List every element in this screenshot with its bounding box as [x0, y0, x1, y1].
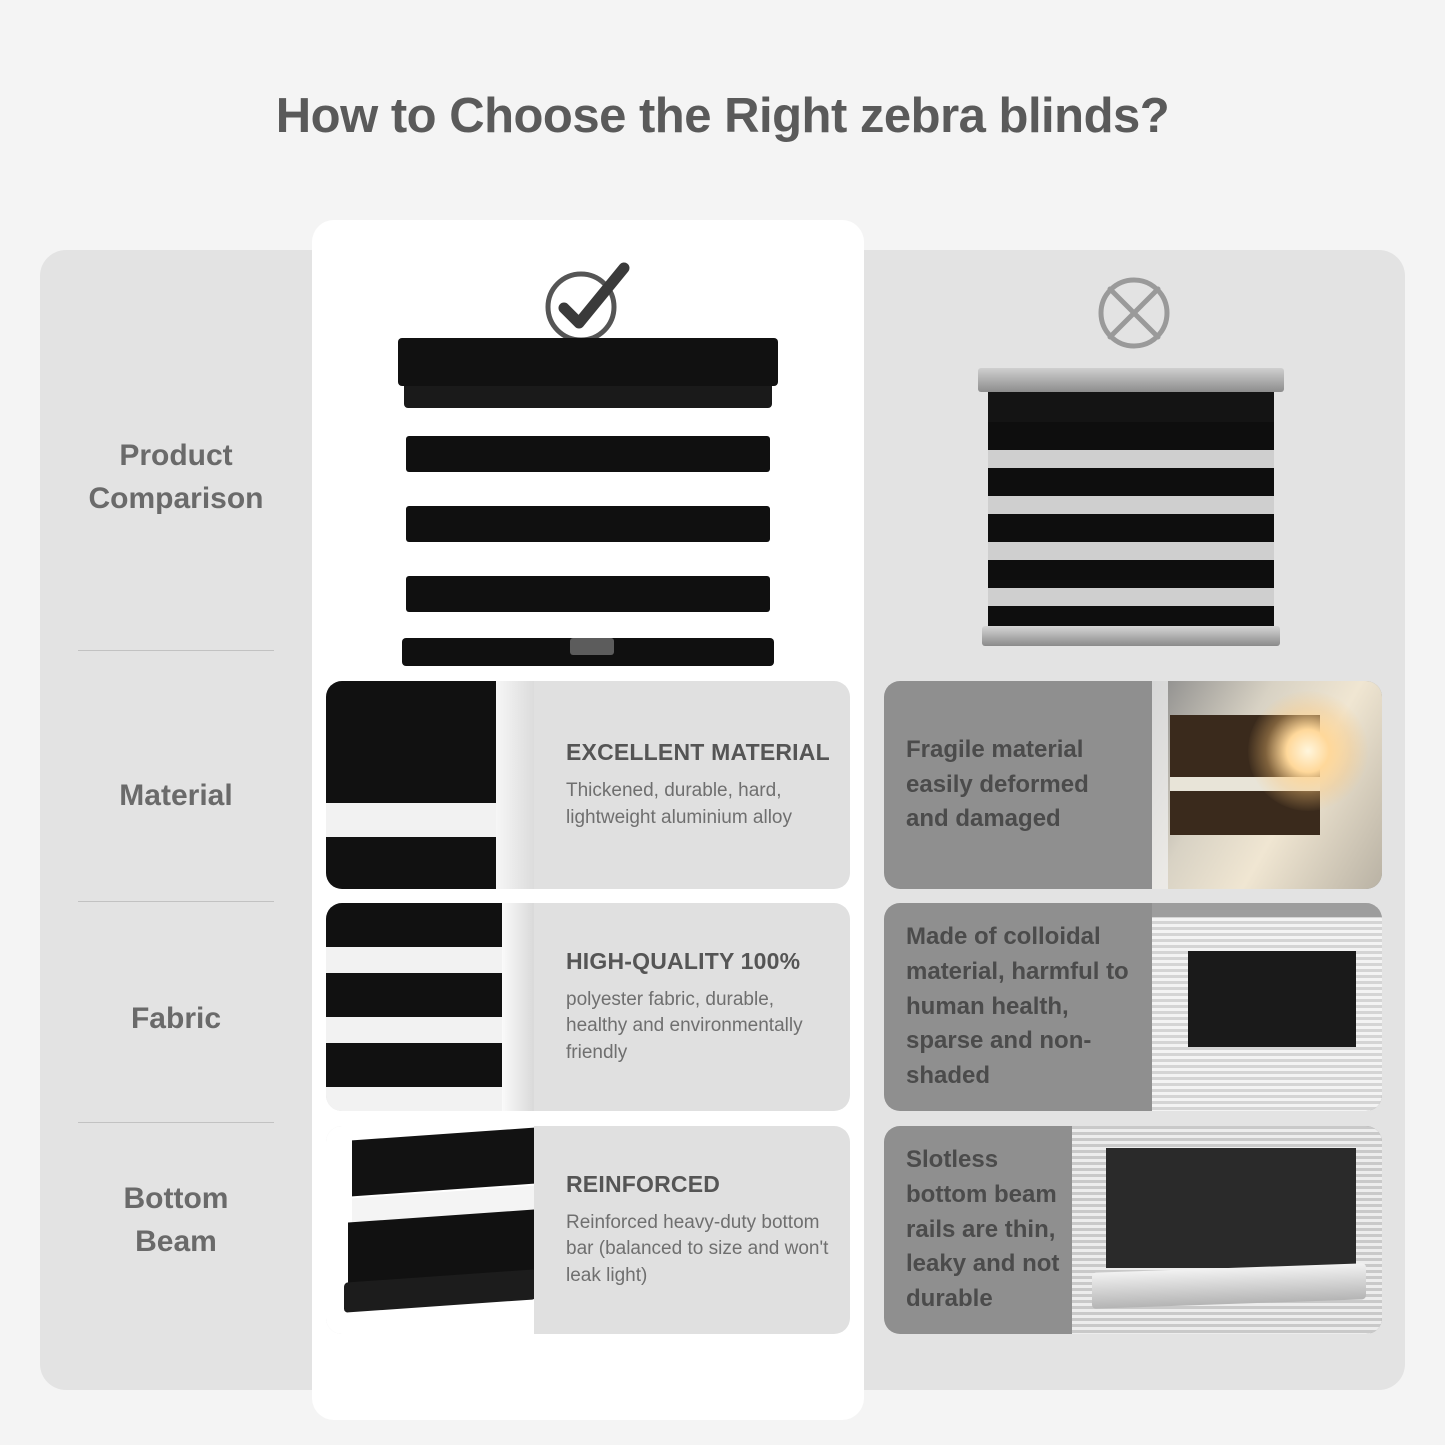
bad-fabric-image — [1152, 903, 1382, 1111]
good-bottom-beam-card — [326, 1126, 850, 1334]
bad-bottom-beam-image — [1072, 1126, 1382, 1334]
check-circle-icon — [540, 262, 636, 348]
good-material-image — [326, 681, 534, 889]
good-bottom-beam-body: Reinforced heavy-duty bottom bar (balanced to size and won't leak light) — [566, 1212, 829, 1286]
good-material-body: Thickened, durable, hard, lightweight aluminium alloy — [566, 780, 792, 828]
row-label-fabric: Fabric — [130, 1002, 222, 1035]
bad-material-image — [1152, 681, 1382, 889]
row-divider-2 — [78, 901, 274, 902]
good-fabric-card — [326, 903, 850, 1111]
row-label-product-comparison — [40, 435, 312, 520]
good-fabric-text — [566, 903, 832, 1111]
row-label-bottom-beam-line1: Bottom — [123, 1182, 229, 1215]
good-fabric-image — [326, 903, 534, 1111]
bad-fabric-card — [884, 903, 1382, 1111]
row-label-column — [40, 250, 312, 1390]
inferior-blind-image — [978, 368, 1284, 652]
row-divider-3 — [78, 1122, 274, 1123]
recommended-blind-image — [398, 338, 778, 668]
bad-bottom-beam-text — [906, 1126, 1082, 1334]
good-bottom-beam-image — [326, 1126, 534, 1334]
good-fabric-body: polyester fabric, durable, healthy and environmentally friendly — [566, 989, 803, 1063]
good-material-text — [566, 681, 832, 889]
row-label-bottom-beam — [40, 1178, 312, 1263]
bad-bottom-beam-card — [884, 1126, 1382, 1334]
bad-material-card — [884, 681, 1382, 889]
row-label-bottom-beam-line2: Beam — [135, 1224, 217, 1258]
good-fabric-heading: HIGH-QUALITY 100% — [566, 948, 801, 975]
bad-fabric-text — [906, 903, 1134, 1111]
page-title: How to Choose the Right zebra blinds? — [275, 89, 1170, 143]
good-bottom-beam-heading: REINFORCED — [566, 1171, 721, 1198]
row-label-material: Material — [119, 779, 233, 812]
cross-circle-icon — [1086, 270, 1182, 356]
bad-material-text — [906, 681, 1134, 889]
row-divider-1 — [78, 650, 274, 651]
bad-fabric-heading: Made of colloidal material, harmful to human health, sparse and non-shaded — [906, 923, 1129, 1090]
good-material-heading: EXCELLENT MATERIAL — [566, 739, 830, 766]
bad-bottom-beam-heading: Slotless bottom beam rails are thin, leaky and not durable — [906, 1146, 1060, 1313]
good-bottom-beam-text — [566, 1126, 832, 1334]
bad-material-heading: Fragile material easily deformed and damaged — [906, 735, 1089, 833]
row-label-product-comparison-line1: Product — [119, 439, 233, 472]
good-material-card — [326, 681, 850, 889]
row-label-product-comparison-line2: Comparison — [88, 481, 264, 515]
